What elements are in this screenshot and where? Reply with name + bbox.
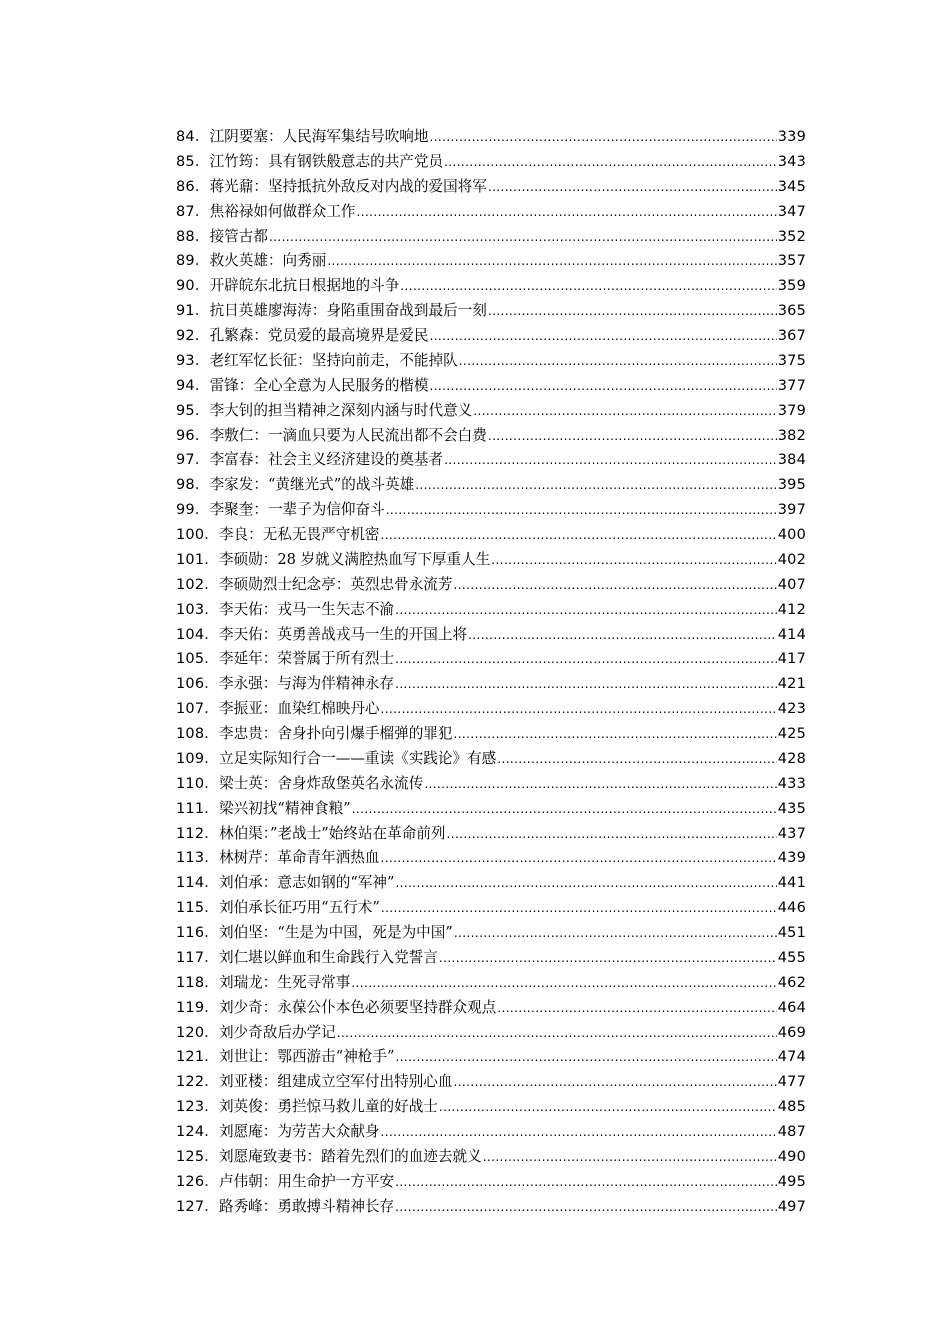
toc-entry[interactable] [176,573,806,598]
toc-entry-number: 89． [176,253,210,270]
toc-entry-number: 114． [176,875,219,892]
toc-entry[interactable] [176,448,806,473]
toc-entry-title: 李天佑：戎马一生矢志不渝 [218,600,395,618]
toc-entry[interactable] [176,623,806,648]
toc-entry-page-number: 407 [777,576,806,593]
toc-entry-page-number: 433 [777,775,806,792]
toc-entry-page-number: 345 [777,178,806,195]
toc-entry-number: 97． [176,452,210,469]
toc-entry-number: 87． [176,203,210,220]
toc-entry-page-number: 428 [777,750,806,767]
toc-dot-leader [473,399,776,424]
toc-entry-number: 88． [176,228,210,245]
toc-entry-page-number: 497 [777,1198,806,1215]
toc-dot-leader [444,150,777,175]
toc-entry-number: 86． [176,178,210,195]
toc-entry-title: 林树芹：革命青年洒热血 [218,849,380,867]
toc-entry-title: 李忠贵：舍身扑向引爆手榴弹的罪犯 [218,725,453,742]
toc-dot-leader [381,896,777,921]
toc-entry-title: 李敷仁：一滴血只要为人民流出都不会白费 [209,426,487,444]
toc-entry-title: 蒋光鼐：坚持抵抗外敌反对内战的爱国将军 [209,177,487,195]
toc-entry[interactable] [176,896,806,921]
toc-entry-number: 120． [176,1024,219,1041]
toc-entry-page-number: 439 [777,850,806,867]
toc-entry-number: 85． [176,153,210,170]
toc-entry-number: 106． [176,676,219,693]
toc-entry[interactable] [176,399,806,424]
toc-dot-leader [327,249,776,274]
toc-entry-number: 127． [176,1198,219,1215]
toc-entry-title: 刘伯承长征巧用“五行术” [218,899,380,917]
toc-entry-title: 刘少奇敌后办学记 [218,1023,336,1041]
toc-dot-leader [491,548,776,573]
toc-entry-title: 抗日英雄廖海涛：身陷重围奋战到最后一刻 [209,302,487,320]
toc-dot-leader [381,846,777,871]
toc-entry-title: 李永强：与海为伴精神永存 [218,675,395,693]
toc-entry-page-number: 382 [777,427,806,444]
toc-dot-leader [454,1070,777,1095]
toc-entry-title: 李振亚：血染红棉映丹心 [218,700,380,718]
toc-dot-leader [497,996,776,1021]
toc-entry-title: 李延年：荣誉属于所有烈士 [218,650,395,668]
toc-entry-title: 刘愿庵致妻书：踏着先烈们的血迹去就义 [218,1147,482,1165]
toc-entry-number: 113． [176,850,219,867]
toc-entry-number: 84． [176,129,210,145]
toc-entry-page-number: 343 [777,153,806,170]
toc-entry-number: 95． [176,402,210,419]
toc-dot-leader [415,473,777,498]
toc-entry-page-number: 384 [777,452,806,469]
toc-entry[interactable] [176,1070,806,1095]
toc-entry-title: 李天佑：英勇善战戎马一生的开国上将 [218,625,468,643]
toc-dot-leader [444,448,777,473]
toc-entry-number: 107． [176,701,219,718]
table-of-contents [176,125,806,1220]
toc-entry[interactable] [176,747,806,772]
toc-entry-title: 李硕勋：28 岁就义满腔热血写下厚重人生 [218,550,491,568]
toc-entry-page-number: 423 [777,701,806,718]
toc-entry-number: 108． [176,726,219,742]
toc-entry-title: 江竹筠：具有钢铁般意志的共产党员 [209,152,444,170]
toc-entry[interactable] [176,1170,806,1195]
toc-entry-title: 开辟皖东北抗日根据地的斗争 [209,277,400,295]
toc-entry-number: 99． [176,502,210,519]
toc-dot-leader [424,772,776,797]
toc-dot-leader [395,598,777,623]
toc-entry-page-number: 495 [777,1173,806,1190]
toc-entry[interactable] [176,598,806,623]
toc-entry-number: 122． [176,1074,219,1091]
toc-entry[interactable] [176,722,806,747]
toc-entry-page-number: 352 [777,228,806,245]
toc-entry[interactable] [176,871,806,896]
toc-entry-number: 93． [176,352,210,369]
toc-dot-leader [381,697,777,722]
toc-entry-page-number: 474 [777,1049,806,1066]
toc-entry[interactable] [176,548,806,573]
toc-entry-title: 雷锋：全心全意为人民服务的楷模 [209,376,429,394]
toc-entry-number: 126． [176,1173,219,1190]
toc-entry-page-number: 441 [777,875,806,892]
toc-entry-title: 李大钊的担当精神之深刻内涵与时代意义 [209,401,473,419]
toc-entry-page-number: 412 [777,601,806,618]
toc-entry-title: 李良：无私无畏严守机密 [218,526,380,543]
toc-entry[interactable] [176,647,806,672]
toc-entry-title: 刘亚楼：组建成立空军付出特别心血 [218,1073,453,1091]
toc-entry-title: 梁士英：舍身炸敌堡英名永流传 [218,774,424,792]
toc-entry-title: 刘瑞龙：生死寻常事 [218,973,351,991]
toc-entry-title: 刘伯承：意志如钢的“军神” [218,874,395,892]
toc-entry-page-number: 425 [777,726,806,742]
toc-dot-leader [454,921,777,946]
toc-entry[interactable] [176,498,806,523]
toc-entry[interactable] [176,822,806,847]
toc-entry[interactable] [176,225,806,250]
toc-entry-title: 李富春：社会主义经济建设的奠基者 [209,451,444,469]
toc-dot-leader [395,647,777,672]
toc-entry-title: 接管古都 [209,227,268,245]
toc-entry-number: 124． [176,1124,219,1140]
toc-entry[interactable] [176,125,806,150]
toc-entry-number: 125． [176,1148,219,1165]
toc-dot-leader [381,523,777,548]
toc-entry-page-number: 417 [777,651,806,668]
toc-dot-leader [357,200,777,225]
toc-entry-number: 123． [176,1099,219,1116]
toc-entry-page-number: 421 [777,676,806,693]
toc-entry-number: 90． [176,278,210,295]
toc-entry-title: 林伯渠：”老战士”始终站在革命前列 [218,824,446,842]
toc-dot-leader [439,946,777,971]
toc-entry[interactable] [176,324,806,349]
toc-dot-leader [488,424,777,449]
toc-entry[interactable] [176,200,806,225]
toc-entry-page-number: 437 [777,825,806,842]
toc-entry-page-number: 451 [777,925,806,941]
toc-entry-number: 94． [176,377,210,394]
toc-entry-page-number: 365 [777,303,806,320]
toc-entry-title: 刘世让：鄂西游击“神枪手” [218,1048,395,1066]
toc-entry-title: 孔繁森：党员爱的最高境界是爱民 [209,327,429,344]
toc-entry[interactable] [176,772,806,797]
toc-entry[interactable] [176,672,806,697]
toc-entry-title: 李聚奎：一辈子为信仰奋斗 [209,501,385,519]
toc-entry-title: 李家发：“黄继光式”的战斗英雄 [209,476,415,494]
toc-entry[interactable] [176,996,806,1021]
toc-entry-number: 109． [176,750,219,767]
toc-entry-page-number: 446 [777,900,806,917]
toc-entry-title: 刘愿庵：为劳苦大众献身 [218,1123,380,1140]
toc-dot-leader [395,1045,776,1070]
toc-entry-page-number: 464 [777,999,806,1016]
toc-entry[interactable] [176,921,806,946]
toc-entry-page-number: 397 [777,502,806,519]
toc-dot-leader [429,324,776,349]
toc-entry-title: 刘仁堪以鲜血和生命践行入党誓言 [218,948,438,966]
toc-entry[interactable] [176,249,806,274]
toc-entry-title: 江阴要塞：人民海军集结号吹响地 [209,128,429,145]
toc-entry[interactable] [176,150,806,175]
toc-dot-leader [395,871,776,896]
toc-entry-number: 105． [176,651,219,668]
toc-entry-title: 刘英俊：勇拦惊马救儿童的好战士 [218,1098,438,1116]
toc-entry[interactable] [176,1095,806,1120]
toc-entry-number: 101． [176,551,219,568]
toc-dot-leader [468,623,777,648]
toc-entry-number: 112． [176,825,219,842]
toc-entry-page-number: 367 [777,328,806,344]
toc-entry[interactable] [176,299,806,324]
toc-entry-page-number: 490 [777,1148,806,1165]
toc-entry-number: 110． [176,775,219,792]
toc-entry-page-number: 487 [777,1124,806,1140]
toc-entry-number: 116． [176,925,219,941]
toc-entry-page-number: 414 [777,626,806,643]
toc-entry[interactable] [176,797,806,822]
toc-entry-page-number: 469 [777,1024,806,1041]
toc-entry-title: 老红军忆长征：坚持向前走，不能掉队 [209,351,458,369]
toc-entry[interactable] [176,349,806,374]
toc-entry-number: 118． [176,974,219,991]
toc-dot-leader [386,498,777,523]
toc-entry-page-number: 357 [777,253,806,270]
toc-entry-page-number: 402 [777,551,806,568]
toc-dot-leader [488,299,777,324]
toc-entry-title: 焦裕禄如何做群众工作 [209,202,356,220]
toc-dot-leader [454,722,777,747]
toc-entry-number: 117． [176,949,219,966]
toc-entry-page-number: 485 [777,1099,806,1116]
toc-dot-leader [400,274,776,299]
toc-entry-number: 119． [176,999,219,1016]
toc-entry-title: 刘伯坚：“生是为中国，死是为中国” [218,924,453,941]
toc-entry-number: 121． [176,1049,219,1066]
toc-entry[interactable] [176,697,806,722]
toc-entry-number: 96． [176,427,210,444]
toc-entry-number: 91． [176,303,210,320]
toc-entry[interactable] [176,1120,806,1145]
toc-entry-title: 路秀峰：勇敢搏斗精神长存 [218,1197,395,1215]
toc-dot-leader [381,1120,777,1145]
toc-dot-leader [337,1021,777,1046]
toc-entry[interactable] [176,424,806,449]
toc-entry-page-number: 400 [777,527,806,543]
toc-entry-number: 115． [176,900,219,917]
toc-entry[interactable] [176,971,806,996]
toc-dot-leader [395,672,777,697]
toc-entry-title: 李硕勋烈士纪念亭：英烈忠骨永流芳 [218,575,453,593]
toc-entry-title: 立足实际知行合一——重读《实践论》有感 [218,749,497,767]
toc-dot-leader [395,1170,777,1195]
toc-entry[interactable] [176,374,806,399]
toc-entry[interactable] [176,1021,806,1046]
toc-dot-leader [454,573,777,598]
toc-entry-page-number: 462 [777,974,806,991]
toc-entry-page-number: 375 [777,352,806,369]
toc-entry-title: 卢伟朝：用生命护一方平安 [218,1172,395,1190]
toc-entry-number: 104． [176,626,219,643]
toc-dot-leader [439,1095,777,1120]
toc-dot-leader [483,1145,777,1170]
toc-dot-leader [269,225,777,250]
toc-entry[interactable] [176,1195,806,1220]
toc-entry-page-number: 477 [777,1074,806,1091]
toc-entry-page-number: 377 [777,377,806,394]
toc-entry[interactable] [176,175,806,200]
toc-dot-leader [351,971,776,996]
toc-dot-leader [497,747,776,772]
toc-entry-page-number: 455 [777,949,806,966]
toc-entry-number: 98． [176,477,210,494]
toc-entry[interactable] [176,274,806,299]
toc-entry[interactable] [176,473,806,498]
toc-entry-title: 刘少奇：永葆公仆本色必须要坚持群众观点 [218,998,497,1016]
toc-entry-number: 100． [176,527,219,543]
toc-entry-page-number: 379 [777,402,806,419]
toc-dot-leader [459,349,777,374]
toc-entry[interactable] [176,846,806,871]
toc-dot-leader [352,797,777,822]
toc-entry-number: 102． [176,576,219,593]
toc-entry-page-number: 395 [777,477,806,494]
toc-entry-number: 103． [176,601,219,618]
toc-entry[interactable] [176,523,806,548]
toc-entry[interactable] [176,946,806,971]
toc-dot-leader [488,175,777,200]
toc-dot-leader [395,1195,777,1220]
toc-entry[interactable] [176,1045,806,1070]
toc-entry[interactable] [176,1145,806,1170]
toc-entry-number: 92． [176,328,210,344]
toc-dot-leader [429,374,776,399]
toc-entry-page-number: 359 [777,278,806,295]
toc-entry-page-number: 435 [777,800,806,817]
toc-entry-page-number: 339 [777,129,806,145]
toc-entry-number: 111． [176,800,219,817]
toc-entry-title: 救火英雄：向秀丽 [209,252,327,270]
toc-entry-page-number: 347 [777,203,806,220]
toc-dot-leader [447,822,777,847]
toc-dot-leader [429,125,776,150]
toc-entry-title: 梁兴初找“精神食粮” [218,799,351,817]
